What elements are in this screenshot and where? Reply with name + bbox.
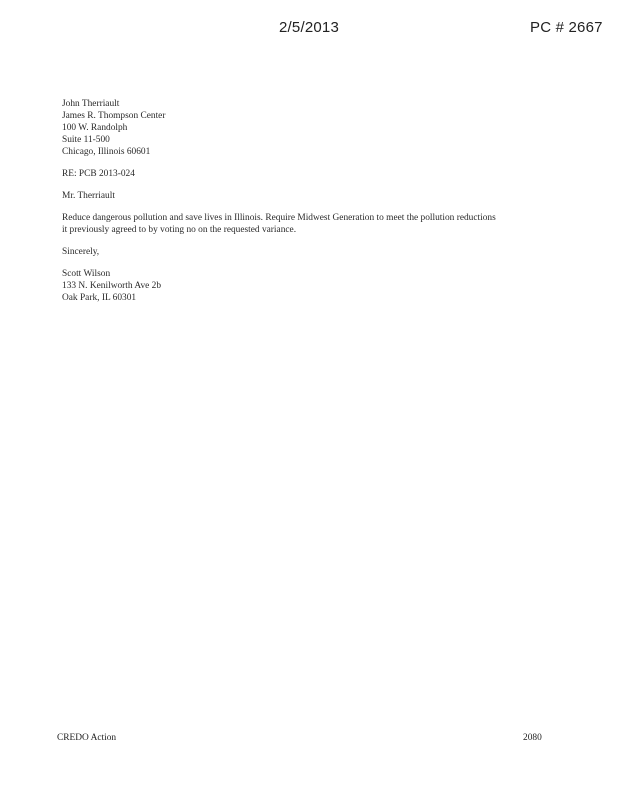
recipient-address (62, 98, 562, 158)
recipient-city: Chicago, Illinois 60601 (62, 147, 151, 157)
sender-city: Oak Park, IL 60301 (62, 293, 137, 303)
closing: Sincerely, (62, 247, 100, 257)
paragraph-line: it previously agreed to by voting no on the requested variance. (62, 225, 297, 235)
recipient-building: James R. Thompson Center (62, 111, 166, 121)
letter-paragraph (62, 212, 562, 236)
footer-organization: CREDO Action (57, 733, 117, 743)
footer-page-number: 2080 (523, 733, 542, 743)
letter-body (62, 98, 562, 304)
salutation: Mr. Therriault (62, 191, 115, 201)
recipient-name: John Therriault (62, 99, 120, 109)
sender-address (62, 268, 562, 304)
recipient-street: 100 W. Randolph (62, 123, 128, 133)
paragraph-line: Reduce dangerous pollution and save lives in Illinois. Require Midwest Generation to meet the pollution reductions (62, 213, 496, 223)
sender-street: 133 N. Kenilworth Ave 2b (62, 281, 162, 291)
recipient-suite: Suite 11-500 (62, 135, 110, 145)
reference-line: RE: PCB 2013-024 (62, 169, 135, 179)
document-date: 2/5/2013 (279, 19, 339, 36)
sender-name: Scott Wilson (62, 269, 111, 279)
public-comment-number: PC # 2667 (530, 19, 603, 36)
